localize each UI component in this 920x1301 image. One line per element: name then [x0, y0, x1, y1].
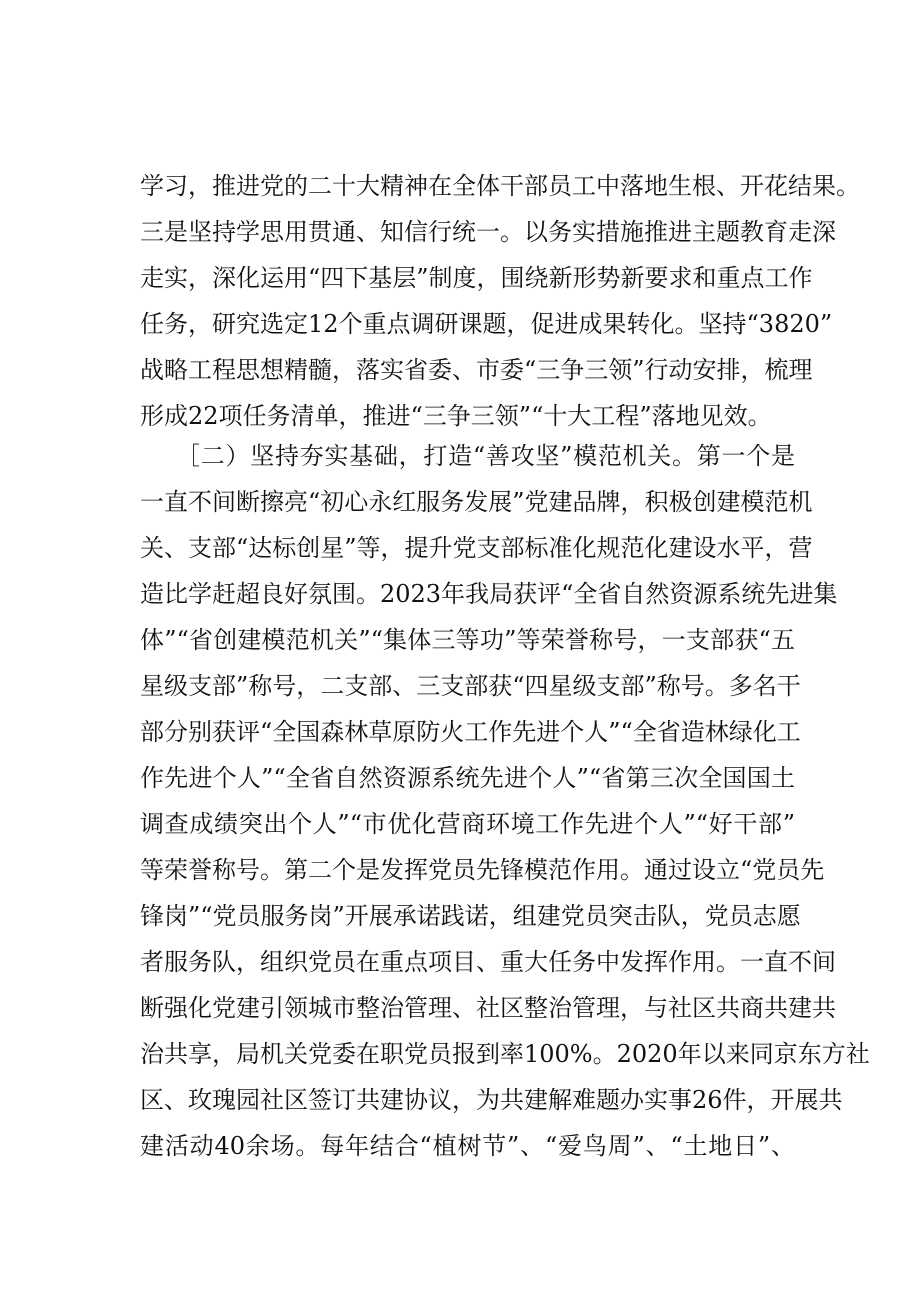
paragraph-2-line-11: 锋岗”“党员服务岗”开展承诺践诺，组建党员突击队，党员志愿	[140, 902, 801, 930]
paragraph-1-line-3: 走实，深化运用“四下基层”制度，围绕新形势新要求和重点工作	[140, 264, 813, 292]
paragraph-2-line-13: 断强化党建引领城市整治管理、社区整治管理，与社区共商共建共	[140, 994, 836, 1022]
paragraph-2	[140, 433, 870, 1169]
paragraph-2-line-5: 体”“省创建模范机关”“集体三等功”等荣誉称号，一支部获“五	[140, 626, 795, 654]
paragraph-2-heading-line: ［二）坚持夯实基础，打造“善攻坚”模范机关。第一个是	[176, 442, 795, 470]
paragraph-1-line-6: 形成22项任务清单，推进“三争三领”“十大工程”落地见效。	[140, 402, 772, 430]
paragraph-2-line-8: 作先进个人”“全省自然资源系统先进个人”“省第三次全国国土	[140, 764, 795, 792]
paragraph-1	[140, 163, 860, 439]
paragraph-2-line-14: 治共享，局机关党委在职党员报到率100%。2020年以来同京东方社	[140, 1040, 870, 1068]
paragraph-2-line-6: 星级支部”称号，二支部、三支部获“四星级支部”称号。多名干	[140, 672, 801, 700]
paragraph-2-line-3: 关、支部“达标创星”等，提升党支部标准化规范化建设水平，营	[140, 534, 813, 562]
paragraph-1-line-2: 三是坚持学思用贯通、知信行统一。以务实措施推进主题教育走深	[140, 218, 836, 246]
paragraph-2-line-15: 区、玫瑰园社区签订共建协议，为共建解难题办实事26件，开展共	[140, 1086, 843, 1114]
paragraph-2-line-16: 建活动40余场。每年结合“植树节”、“爱鸟周”、“土地日”、	[140, 1132, 795, 1160]
paragraph-2-line-9: 调查成绩突出个人”“市优化营商环境工作先进个人”“好干部”	[140, 810, 795, 838]
paragraph-2-line-4: 造比学赶超良好氛围。2023年我局获评“全省自然资源系统先进集	[140, 580, 838, 608]
paragraph-2-line-12: 者服务队，组织党员在重点项目、重大任务中发挥作用。一直不间	[140, 948, 836, 976]
paragraph-1-line-4: 任务，研究选定12个重点调研课题，促进成果转化。坚持“3820”	[140, 310, 833, 338]
paragraph-2-line-10: 等荣誉称号。第二个是发挥党员先锋模范作用。通过设立“党员先	[140, 856, 825, 884]
paragraph-2-line-7: 部分别获评“全国森林草原防火工作先进个人”“全省造林绿化工	[140, 718, 801, 746]
paragraph-2-line-2: 一直不间断擦亮“初心永红服务发展”党建品牌，积极创建模范机	[140, 488, 813, 516]
paragraph-1-line-5: 战略工程思想精髓，落实省委、市委“三争三领”行动安排，梳理	[140, 356, 813, 384]
paragraph-1-line-1: 学习，推进党的二十大精神在全体干部员工中落地生根、开花结果。	[140, 172, 860, 200]
